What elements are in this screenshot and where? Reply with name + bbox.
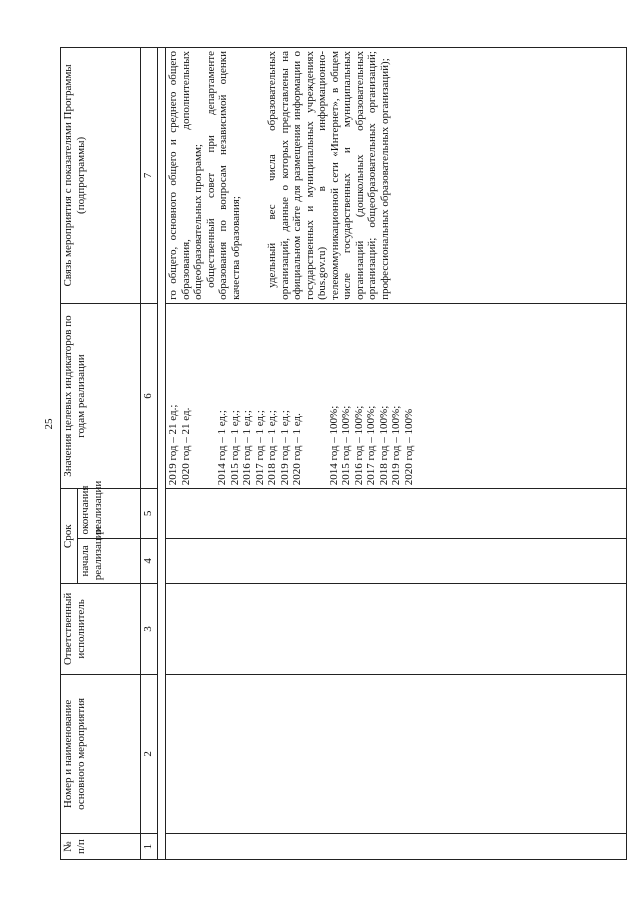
column-number: 5 bbox=[141, 489, 158, 538]
indicator-line: 2014 год – 1 ед.; bbox=[216, 410, 228, 486]
header-row-1 bbox=[61, 48, 78, 860]
header-program-link: Связь мероприятия с показателями Программы (подпрограммы) bbox=[61, 48, 141, 304]
body-cell-start bbox=[166, 538, 627, 584]
body-row bbox=[166, 48, 627, 860]
indicator-line: 2018 год – 1 ед.; bbox=[266, 410, 278, 486]
indicator-line: 2019 год – 100%; bbox=[390, 405, 402, 486]
link-paragraph-council: общественный совет при департаменте образования по вопросам независимой оценки качества образования; bbox=[204, 51, 242, 300]
indicator-line: 2016 год – 100%; bbox=[352, 405, 365, 486]
spacer-row bbox=[158, 48, 166, 860]
header-number: № п/п bbox=[61, 834, 141, 860]
measures-table-grid bbox=[60, 47, 627, 860]
body-cell-executor bbox=[166, 584, 627, 674]
column-number: 1 bbox=[141, 834, 158, 860]
header-indicator-values: Значения целевых индикаторов по годам реализации bbox=[61, 303, 141, 488]
indicator-line: 2019 год – 21 ед.; bbox=[167, 404, 179, 486]
body-cell-indicators bbox=[166, 303, 627, 488]
body-cell-measure bbox=[166, 674, 627, 834]
column-number: 2 bbox=[141, 674, 158, 834]
body-cell-number bbox=[166, 834, 627, 860]
column-number: 4 bbox=[141, 538, 158, 584]
indicator-line: 2015 год – 1 ед.; bbox=[228, 410, 241, 486]
indicator-line: 2018 год – 100%; bbox=[377, 405, 390, 486]
indicator-line: 2017 год – 1 ед.; bbox=[253, 410, 266, 486]
indicator-line: 2020 год – 1 ед. bbox=[291, 413, 303, 486]
link-paragraph-programs: го общего, основного общего и среднего общего образования, дополнительных общеобразовательных программ; bbox=[167, 51, 204, 300]
indicator-line: 2014 год – 100%; bbox=[327, 405, 340, 486]
page-number: 25 bbox=[43, 418, 55, 430]
header-executor: Ответственный исполнитель bbox=[61, 584, 141, 674]
header-start: начала реализации bbox=[78, 538, 141, 584]
indicator-line: 2020 год – 100% bbox=[402, 408, 415, 486]
header-measure-name: Номер и наименование основного мероприятия bbox=[61, 674, 141, 834]
indicator-line: 2020 год – 21 ед. bbox=[179, 407, 192, 486]
indicator-line: 2017 год – 100%; bbox=[365, 405, 377, 486]
indicator-line: 2015 год – 100%; bbox=[340, 405, 352, 486]
spacer-cell bbox=[158, 48, 166, 860]
header-end: окончания реализации bbox=[78, 489, 141, 538]
column-number: 7 bbox=[141, 48, 158, 304]
header-term: Срок bbox=[61, 489, 78, 584]
body-cell-program-link bbox=[166, 48, 627, 304]
body-cell-end bbox=[166, 489, 627, 538]
indicator-line: 2016 год – 1 ед.; bbox=[241, 410, 253, 486]
indicator-line: 2019 год – 1 ед.; bbox=[278, 410, 291, 486]
column-number: 6 bbox=[141, 303, 158, 488]
column-number-row bbox=[141, 48, 158, 860]
measures-table bbox=[60, 47, 627, 860]
link-paragraph-share: удельный вес числа образовательных организаций, данные о которых представлены на официальном сайте для размещения информации о государственных и муниципальных учреждениях (bus.gov.ru) в информационно-телекоммуникационной сети «Интернет», в общем числе государственных и муниципальных организаций (дошкольных образовательных организаций; общеобразовательных организаций; профессиональных образовательных организаций); bbox=[266, 51, 391, 300]
column-number: 3 bbox=[141, 584, 158, 674]
